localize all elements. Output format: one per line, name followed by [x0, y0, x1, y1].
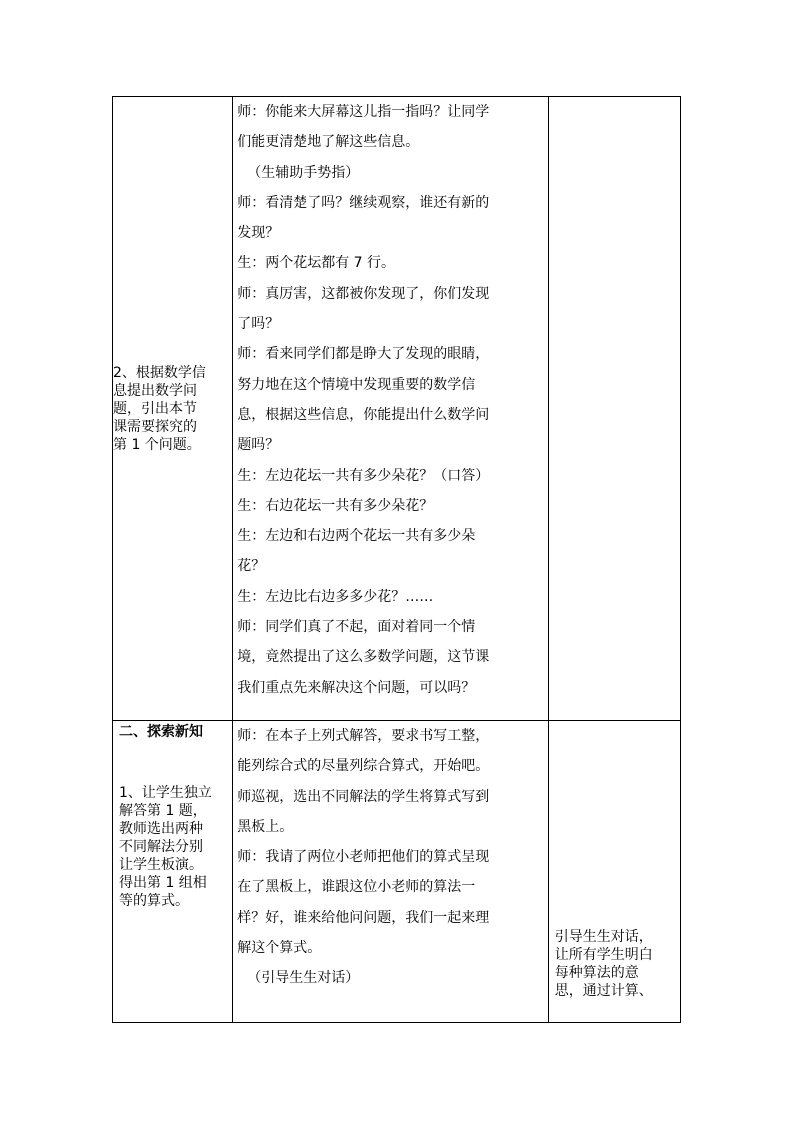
text-line: 等的算式。	[119, 893, 189, 909]
design-intent-cell	[548, 97, 680, 721]
text-line: 思，通过计算、	[554, 983, 653, 999]
text-line: 师：看清楚了吗？继续观察，谁还有新的	[237, 194, 490, 211]
design-intent-text	[549, 928, 657, 1000]
text-line: 让学生板演。	[119, 857, 203, 873]
text-line: 第 1 个问题。	[113, 436, 201, 453]
text-line: 引导生生对话，	[554, 929, 653, 945]
dialogue-cell	[233, 721, 549, 1023]
design-intent-cell	[548, 721, 680, 1023]
text-line: 题，引出本节	[113, 400, 197, 417]
text-line: 解这个算式。	[237, 940, 322, 957]
text-line: 能列综合式的尽量列综合算式，开始吧。	[237, 758, 490, 775]
table-row	[113, 97, 681, 721]
objective-text	[113, 784, 216, 910]
text-line: 发现？	[237, 225, 280, 242]
text-line: 师：我请了两位小老师把他们的算式呈现	[237, 849, 490, 866]
lesson-plan-table	[112, 96, 681, 1023]
text-line: 每种算法的意	[554, 965, 639, 981]
text-line: 师：你能来大屏幕这儿指一指吗？让同学	[237, 104, 490, 120]
text-line: 师：同学们真了不起，面对着同一个情	[237, 619, 476, 636]
text-line: 我们重点先来解决这个问题，可以吗？	[237, 679, 476, 696]
text-line: 在了黑板上，谁跟这位小老师的算法一	[237, 879, 476, 896]
text-line: 花？	[237, 558, 266, 575]
text-line: 题吗？	[237, 437, 280, 454]
text-line: 课需要探究的	[113, 418, 197, 435]
text-line: 让所有学生明白	[554, 947, 653, 963]
text-line: 们能更清楚地了解这些信息。	[237, 134, 420, 151]
text-line: 教师选出两种	[119, 821, 203, 837]
text-line: 息提出数学问	[113, 382, 197, 399]
objective-text	[113, 364, 232, 454]
text-line: 师：在本子上列式解答，要求书写工整，	[237, 728, 490, 744]
objective-cell	[113, 97, 233, 721]
dialogue-text	[233, 721, 548, 994]
text-line: 师巡视，选出不同解法的学生将算式写到	[237, 788, 490, 805]
text-line: 生：左边和右边两个花坛一共有多少朵	[237, 528, 476, 545]
text-line: 1、让学生独立	[119, 785, 212, 801]
text-line: 生：两个花坛都有 7 行。	[237, 255, 396, 272]
text-line: （引导生生对话）	[247, 970, 360, 987]
text-line: 2、根据数学信	[113, 364, 206, 381]
table-row	[113, 721, 681, 1023]
text-line: 了吗？	[237, 316, 280, 333]
text-line: 境，竟然提出了这么多数学问题，这节课	[237, 649, 490, 666]
text-line: （生辅助手势指）	[247, 164, 360, 181]
text-line: 生：左边花坛一共有多少朵花？（口答）	[237, 467, 490, 484]
text-line: 解答第 1 题，	[119, 803, 207, 819]
text-line: 样？好，谁来给他问问题，我们一起来理	[237, 909, 490, 926]
text-line: 不同解法分别	[119, 839, 203, 855]
text-line: 黑板上。	[237, 818, 294, 835]
text-line: 生：右边花坛一共有多少朵花？	[237, 497, 434, 514]
section-heading: 二、探索新知	[119, 724, 203, 740]
text-line: 师：看来同学们都是睁大了发现的眼睛，	[237, 346, 490, 363]
dialogue-cell	[233, 97, 549, 721]
text-line: 师：真厉害，这都被你发现了，你们发现	[237, 285, 490, 302]
text-line: 努力地在这个情境中发现重要的数学信	[237, 376, 476, 393]
objective-cell	[113, 721, 233, 1023]
text-line: 得出第 1 组相	[119, 875, 207, 891]
text-line: 生：左边比右边多多少花？……	[237, 588, 434, 605]
dialogue-text	[233, 97, 548, 703]
text-line: 息，根据这些信息，你能提出什么数学问	[237, 406, 490, 423]
